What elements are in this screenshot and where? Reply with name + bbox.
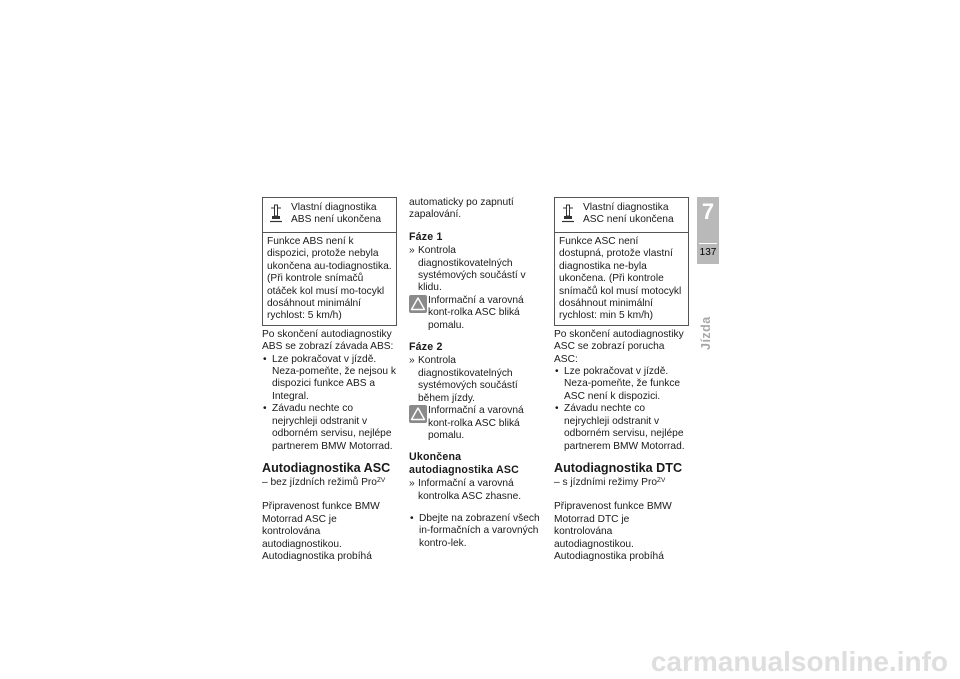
list-item: • Dbejte na zobrazení všech in-formačních a varovných kontro-lek. — [410, 512, 540, 549]
abs-after-text: Po skončení autodiagnostiky ABS se zobrazí závada ABS: — [262, 328, 394, 353]
section-subtitle: – bez jízdních režimů Pro$^{ZV}$ — [262, 476, 386, 488]
chapter-title: Jízda — [699, 316, 713, 350]
abs-notice-body: Funkce ABS není k dispozici, protože nebyla ukončena au-todiagnostika. (Při kontrole snímačů otáček kol musí mo-tocykl dosáhnout minimální rychlost: 5 km/h) — [263, 232, 396, 325]
list-item: • Lze pokračovat v jízdě. Neza-pomeňte, že nejsou k dispozici funkce ABS a Integral. — [263, 353, 397, 402]
watermark: carmanualsonline.info — [650, 646, 948, 677]
warning-note: Informační a varovná kont-rolka ASC bliká pomalu. — [409, 295, 545, 332]
list-item: • Závadu nechte co nejrychleji odstranit v odborném servisu, nejlépe partnerem BMW Motorrad. — [263, 403, 393, 452]
asc-notice-header — [555, 198, 688, 232]
section-subtitle: – s jízdními režimy Pro$^{ZV}$ — [554, 476, 666, 488]
abs-notice-header — [263, 198, 396, 232]
page-number: 137 — [699, 247, 717, 258]
tool-icon — [561, 204, 575, 224]
warning-note: Informační a varovná kont-rolka ASC bliká pomalu. — [409, 405, 545, 442]
warning-triangle-icon — [409, 295, 427, 313]
section-heading-asc: Autodiagnostika ASC — [262, 460, 391, 475]
asc-notice-body: Funkce ASC není dostupná, protože vlastní diagnostika ne-byla ukončena. (Při kontrole snímačů kol musí motocykl dosáhnout minimální rychlost: min 5 km/h) — [555, 232, 688, 325]
step-item: » Kontrola diagnostikovatelných systémových součástí v klidu. — [409, 245, 526, 294]
asc-notice-box — [554, 197, 689, 326]
warning-triangle-icon — [409, 405, 427, 423]
asc-notice-title: Vlastní diagnostika ASC není ukončena — [583, 202, 674, 226]
asc-after-text: Po skončení autodiagnostiky ASC se zobrazí porucha ASC: — [554, 328, 684, 365]
list-item: • Závadu nechte co nejrychleji odstranit v odborném servisu, nejlépe partnerem BMW Motorrad. — [555, 403, 685, 452]
phase-2-heading: Fáze 2 — [409, 341, 443, 354]
list-item: • Lze pokračovat v jízdě. Neza-pomeňte, že funkce ASC není k dispozici. — [555, 366, 681, 402]
abs-notice-title: Vlastní diagnostika ABS není ukončena — [291, 202, 382, 226]
divider — [699, 243, 717, 244]
paragraph: Připravenost funkce BMW Motorrad ASC je kontrolována autodiagnostikou. Autodiagnostika probíhá — [262, 501, 380, 562]
paragraph: Připravenost funkce BMW Motorrad DTC je kontrolována autodiagnostikou. Autodiagnostika probíhá — [554, 501, 672, 562]
chapter-tab — [697, 197, 719, 264]
abs-notice-box — [262, 197, 397, 326]
step-item: » Informační a varovná kontrolka ASC zhasne. — [409, 478, 522, 502]
column-1 — [262, 197, 397, 563]
paragraph: automaticky po zapnutí zapalování. — [409, 197, 514, 221]
section-heading-dtc: Autodiagnostika DTC — [554, 460, 683, 475]
phase-1-heading: Fáze 1 — [409, 230, 443, 243]
tool-icon — [269, 204, 283, 224]
column-3 — [554, 197, 689, 563]
end-heading: Ukončena autodiagnostika ASC — [409, 451, 519, 476]
step-item: » Kontrola diagnostikovatelných systémových součástí během jízdy. — [409, 355, 518, 404]
chapter-number: 7 — [701, 199, 715, 224]
column-2 — [409, 197, 545, 550]
